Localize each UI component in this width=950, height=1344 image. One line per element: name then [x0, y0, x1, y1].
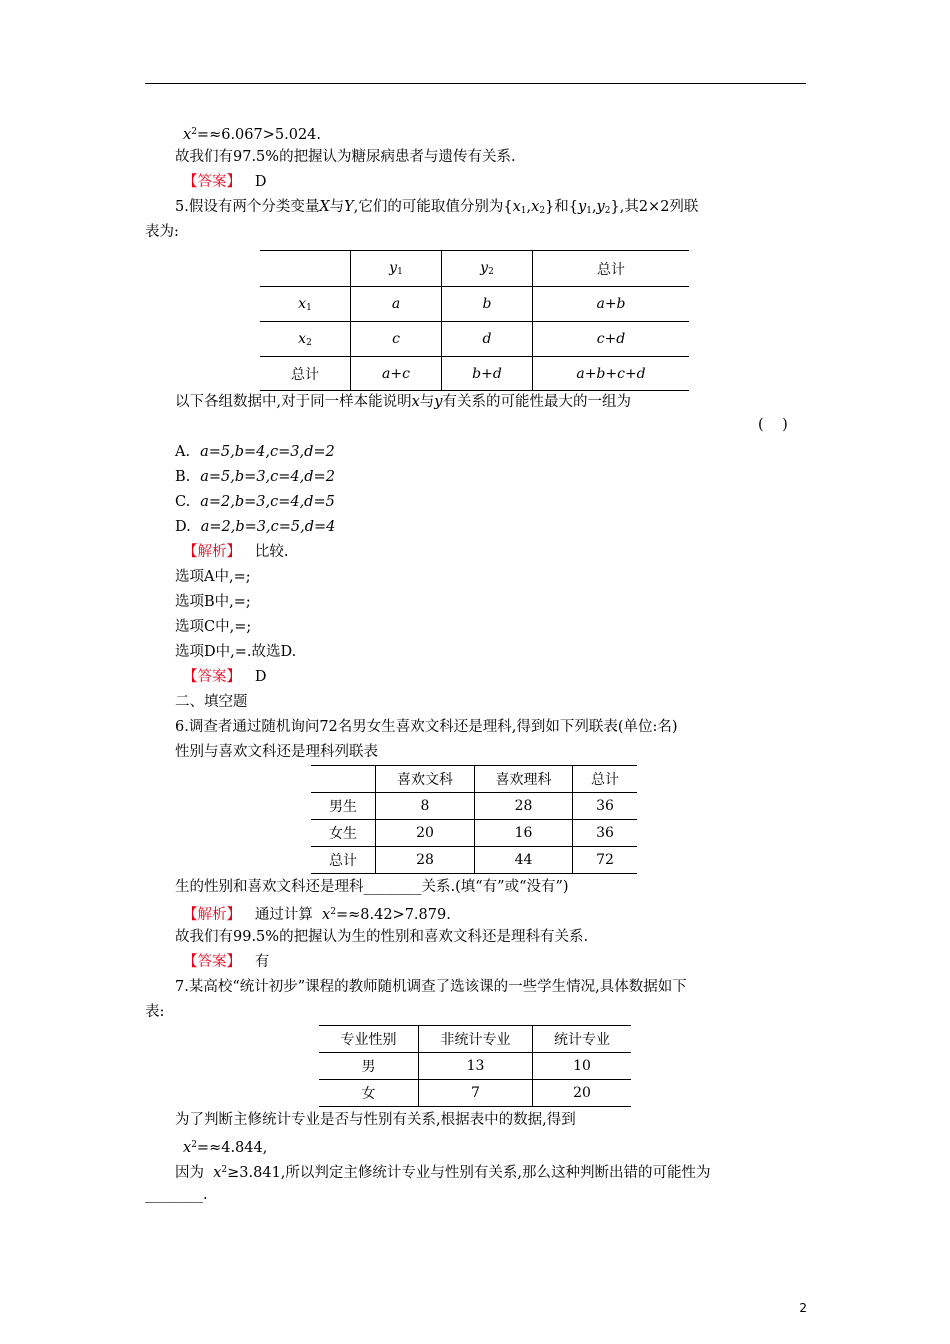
answer-value: 有: [254, 954, 270, 970]
subscript: 2: [488, 267, 494, 277]
analysis-text: 比较.: [254, 544, 289, 560]
question-6-line1: 6.调查者通过随机询问72名男女生喜欢文科还是理科,得到如下列联表(单位:名): [175, 719, 678, 735]
reason-text: 因为: [175, 1165, 204, 1181]
analysis-tag: 【解析】: [183, 544, 241, 560]
table-header-cell: 总计: [591, 772, 619, 788]
header-rule: [145, 83, 806, 84]
table-cell: b+d: [442, 357, 533, 391]
table-header-row: [319, 1026, 631, 1053]
superscript: 2: [221, 1165, 228, 1175]
question-5-prompt: [175, 392, 631, 412]
table-cell: 72: [596, 852, 614, 868]
question-5-line2: 表为:: [145, 224, 179, 240]
option-a: [175, 442, 335, 462]
table-cell: 13: [419, 1053, 533, 1080]
section-heading: 二、填空题: [175, 694, 248, 710]
table-header-cell: [442, 251, 533, 287]
table-row: [260, 322, 689, 357]
question-7-reasoning: [175, 1160, 711, 1183]
chi-symbol: x: [183, 127, 192, 143]
answer-4: [183, 172, 266, 192]
q5-text: ,: [591, 199, 597, 215]
cell-main: x: [298, 330, 307, 347]
contingency-table-7: [319, 1025, 631, 1107]
row-label: [260, 287, 351, 322]
table-cell: a+b+c+d: [576, 365, 646, 382]
option-text: a=5,b=4,c=3,d=2: [200, 444, 335, 460]
conclusion-4: 故我们有97.5%的把握认为糖尿病患者与遗传有关系.: [175, 149, 516, 165]
chi-symbol: x: [322, 907, 331, 923]
table-cell: 8: [376, 793, 475, 820]
subscript: 1: [306, 302, 312, 313]
var-x1: x: [512, 199, 521, 215]
table-header-cell: 喜欢文科: [376, 766, 475, 793]
var-X: X: [319, 199, 330, 215]
var-Y: Y: [344, 199, 354, 215]
table-cell: 20: [573, 1085, 591, 1101]
step-c: 选项C中,=;: [175, 619, 252, 635]
table-header-cell: [533, 251, 690, 287]
question-6-blank: 生的性别和喜欢文科还是理科________关系.(填“有”或“没有”): [175, 879, 569, 895]
step-b: 选项B中,=;: [175, 594, 251, 610]
answer-6: [183, 952, 269, 972]
answer-tag: 【答案】: [183, 954, 241, 970]
table-header-cell: [351, 251, 442, 287]
option-d: [175, 517, 335, 537]
chi-symbol: x: [213, 1165, 222, 1181]
subscript: 2: [604, 206, 611, 216]
prompt-text: 以下各组数据中,对于同一样本能说明: [175, 394, 412, 410]
prompt-text: 与: [419, 394, 435, 410]
question-6-line2: 性别与喜欢文科还是理科列联表: [175, 744, 378, 760]
table-cell: b: [442, 287, 533, 322]
analysis-6: [183, 902, 451, 925]
row-label: 女生: [311, 820, 376, 847]
analysis-text: 通过计算: [254, 907, 313, 923]
option-letter: C.: [175, 494, 191, 510]
table-cell: a+c: [351, 357, 442, 391]
table-cell: 10: [573, 1058, 591, 1074]
option-letter: B.: [175, 469, 191, 485]
table-header-cell: 非统计专业: [419, 1026, 533, 1053]
table-row: [319, 1053, 631, 1080]
option-letter: A.: [175, 444, 191, 460]
superscript: 2: [330, 907, 336, 917]
step-d: 选项D中,=.故选D.: [175, 644, 297, 660]
table-row: [260, 357, 689, 391]
table-cell: 16: [475, 820, 573, 847]
row-label: 总计: [311, 847, 376, 874]
table-cell: 28: [376, 847, 475, 874]
subscript: 1: [586, 206, 592, 216]
subscript: 2: [539, 206, 546, 216]
var-y: y: [434, 394, 443, 410]
cell-main: x: [298, 295, 307, 312]
table-row: [311, 793, 637, 820]
question-7-line1: 7.某高校“统计初步”课程的教师随机调查了选该课的一些学生情况,具体数据如下: [175, 979, 687, 995]
table-cell: 20: [376, 820, 475, 847]
chi-value: =≈6.067>5.024.: [196, 127, 322, 143]
cell-main: y: [480, 260, 489, 276]
table-cell: a+b: [596, 296, 626, 312]
answer-value: D: [254, 174, 267, 190]
option-letter: D.: [175, 519, 191, 535]
table-cell: 44: [475, 847, 573, 874]
step-a: 选项A中,=;: [175, 569, 251, 585]
var-x: x: [411, 394, 420, 410]
table-header-cell: 统计专业: [554, 1032, 610, 1048]
cell-main: 总计: [291, 366, 319, 383]
subscript: 2: [306, 337, 312, 348]
q5-text: ,它们的可能取值分别为{: [353, 199, 513, 215]
q5-text: 5.假设有两个分类变量: [175, 199, 320, 215]
contingency-table-6: [311, 765, 637, 874]
row-label: 男生: [311, 793, 376, 820]
var-x2: x: [531, 199, 540, 215]
option-text: a=5,b=3,c=4,d=2: [200, 469, 335, 485]
table-header-cell: 喜欢理科: [475, 766, 573, 793]
prompt-text: 有关系的可能性最大的一组为: [442, 394, 631, 410]
row-label: 男: [319, 1053, 419, 1080]
superscript: 2: [191, 127, 197, 137]
table-cell: 36: [596, 825, 614, 841]
page-number: 2: [799, 1301, 807, 1315]
table-corner: [260, 251, 351, 287]
table-corner: [311, 766, 376, 793]
table-cell: 7: [419, 1080, 533, 1107]
var-y1: y: [578, 199, 587, 215]
answer-tag: 【答案】: [183, 174, 241, 190]
table-cell: 28: [475, 793, 573, 820]
option-c: [175, 492, 335, 512]
row-label: [260, 322, 351, 357]
table-cell: 36: [596, 798, 614, 814]
var-y2: y: [596, 199, 605, 215]
analysis-tag: 【解析】: [183, 907, 241, 923]
answer-paren: ( ): [758, 417, 788, 433]
question-7-blank: ________.: [145, 1187, 208, 1203]
answer-5: [183, 667, 266, 687]
subscript: 1: [520, 206, 527, 216]
q5-text: 与: [329, 199, 345, 215]
row-label: [260, 357, 351, 391]
reason-text: ≥3.841,所以判定主修统计专业与性别有关系,那么这种判断出错的可能性为: [227, 1165, 711, 1181]
table-cell: c+d: [596, 331, 626, 347]
option-text: a=2,b=3,c=5,d=4: [200, 519, 336, 535]
question-5-line1: [175, 197, 698, 221]
cell-main: 总计: [597, 261, 625, 278]
table-row: [260, 287, 689, 322]
table-header-row: [311, 766, 637, 793]
table-row: [319, 1080, 631, 1107]
table-corner: 专业性别: [319, 1026, 419, 1053]
cell-main: y: [389, 260, 398, 276]
q5-text: },其2×2列联: [610, 199, 699, 215]
option-b: [175, 467, 335, 487]
table-cell: c: [351, 322, 442, 357]
contingency-table-5: [260, 250, 689, 391]
chi-square-result-4: [183, 122, 321, 145]
conclusion-6: 故我们有99.5%的把握认为生的性别和喜欢文科还是理科有关系.: [175, 929, 589, 945]
answer-tag: 【答案】: [183, 669, 241, 685]
answer-value: D: [254, 669, 267, 685]
q5-text: }和{: [545, 199, 578, 215]
table-row: [311, 820, 637, 847]
question-7-statement: 为了判断主修统计专业是否与性别有关系,根据表中的数据,得到: [175, 1112, 576, 1128]
superscript: 2: [191, 1140, 197, 1150]
question-7-line2: 表:: [145, 1004, 165, 1020]
subscript: 1: [397, 267, 403, 277]
analysis-5: [183, 542, 288, 562]
option-text: a=2,b=3,c=4,d=5: [200, 494, 335, 510]
table-row: [311, 847, 637, 874]
chi-square-result-7: [183, 1135, 267, 1158]
chi-value: =≈8.42>7.879.: [335, 907, 451, 923]
table-cell: d: [442, 322, 533, 357]
q5-text: ,: [526, 199, 532, 215]
table-cell: a: [351, 287, 442, 322]
row-label: 女: [319, 1080, 419, 1107]
chi-value: =≈4.844,: [196, 1140, 268, 1156]
table-header-row: [260, 251, 689, 287]
chi-symbol: x: [183, 1140, 192, 1156]
